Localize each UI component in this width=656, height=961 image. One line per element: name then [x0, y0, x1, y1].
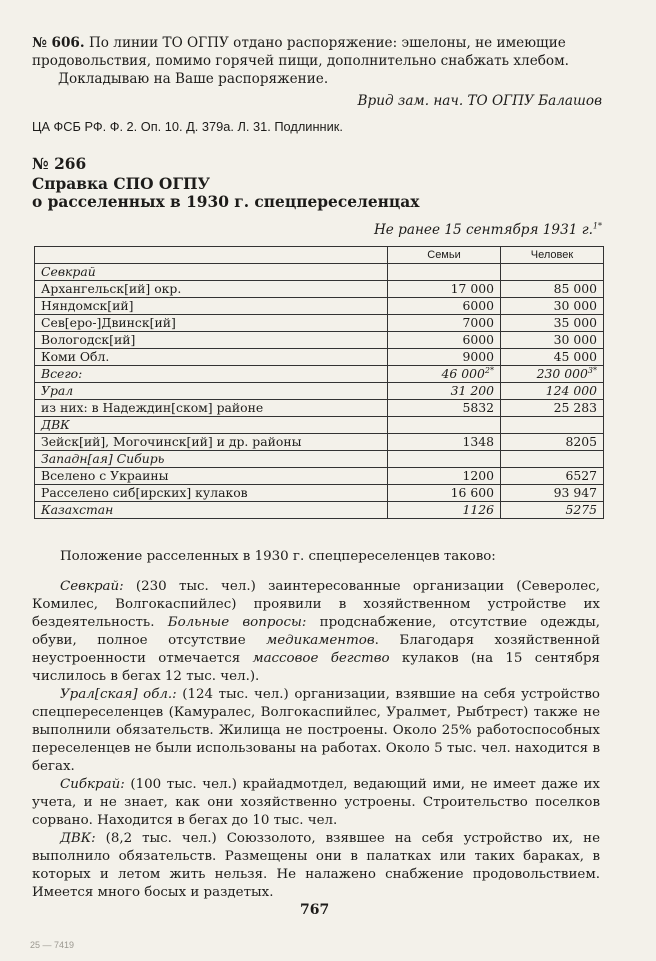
- doc266-date-text: Не ранее 15 сентября 1931 г.: [373, 222, 593, 238]
- families-value: 31 200: [450, 383, 494, 398]
- table-cell-people: [501, 485, 604, 502]
- table-cell-label: Урал: [35, 383, 388, 400]
- table-row: [35, 315, 604, 332]
- table-cell-families: [388, 298, 501, 315]
- people-footnote: 3*: [587, 365, 597, 375]
- doc606-text: [32, 34, 602, 88]
- people-value: 6527: [565, 468, 597, 483]
- table-cell-families: [388, 434, 501, 451]
- table-cell-people: [501, 383, 604, 400]
- table-cell-label: Всего:: [35, 366, 388, 383]
- table-row: [35, 383, 604, 400]
- doc606-source: ЦА ФСБ РФ. Ф. 2. Оп. 10. Д. 379а. Л. 31. Подлинник.: [32, 119, 343, 134]
- people-value: 45 000: [553, 349, 597, 364]
- table-cell-people: [501, 349, 604, 366]
- table-cell-people: [501, 315, 604, 332]
- table-row: [35, 332, 604, 349]
- families-value: 9000: [462, 349, 494, 364]
- table-cell-people: [501, 332, 604, 349]
- table-row: [35, 468, 604, 485]
- people-value: 230 000: [536, 366, 588, 381]
- body-intro: Положение расселенных в 1930 г. спецпереселенцев таково:: [60, 549, 496, 564]
- table-cell-people: [501, 298, 604, 315]
- table-cell-families: [388, 366, 501, 383]
- table-cell-label: ДВК: [35, 417, 388, 434]
- paragraph-ural-lead: Урал[ская] обл.:: [60, 687, 177, 702]
- paragraph-dvk-text: (8,2 тыс. чел.) Союззолото, взявшее на себя устройство их, не выполнило обязательств. Размещены они в палатках или таких бараках, в которых и летом жить нельзя. Не налажено снабжение продовольствием. Имеется много босых и раздетых.: [32, 831, 600, 900]
- paragraph-sevkrai-text-b: Больные вопросы:: [167, 615, 307, 630]
- table-header-cell: Человек: [501, 247, 604, 264]
- table-cell-label: Расселено сиб[ирских] кулаков: [35, 485, 388, 502]
- people-value: 5275: [565, 502, 597, 517]
- table-cell-families: [388, 315, 501, 332]
- people-value: 85 000: [553, 281, 597, 296]
- table-cell-label: Сев[еро-]Двинск[ий]: [35, 315, 388, 332]
- table-cell-families: [388, 400, 501, 417]
- doc266-title-line2: о расселенных в 1930 г. спецпереселенцах: [32, 193, 420, 211]
- table-row: [35, 485, 604, 502]
- table-cell-families: [388, 349, 501, 366]
- paragraph-sevkrai-text-f: массовое бегство: [252, 651, 390, 666]
- table-cell-people: [501, 434, 604, 451]
- doc606-number: № 606.: [32, 35, 85, 51]
- table-row: [35, 298, 604, 315]
- table-header-cell: [35, 247, 388, 264]
- table-cell-label: Коми Обл.: [35, 349, 388, 366]
- doc266-date: [340, 222, 602, 238]
- families-value: 16 600: [450, 485, 494, 500]
- table-row: [35, 400, 604, 417]
- doc606-signature: Врид зам. нач. ТО ОГПУ Балашов: [357, 93, 602, 109]
- table-row: [35, 451, 604, 468]
- table-cell-label: Вологодск[ий]: [35, 332, 388, 349]
- paragraph-sevkrai-text-c: продснабжение, отсутствие одежды, обуви, полное отсутствие: [32, 615, 601, 648]
- table-cell-families: [388, 264, 501, 281]
- table-cell-people: [501, 400, 604, 417]
- paragraph-dvk-lead: ДВК:: [60, 831, 96, 846]
- families-value: 46 000: [441, 366, 485, 381]
- table-cell-families: [388, 485, 501, 502]
- people-value: 30 000: [553, 298, 597, 313]
- people-value: 124 000: [545, 383, 597, 398]
- families-value: 6000: [462, 298, 494, 313]
- table-row: [35, 264, 604, 281]
- table-row: [35, 366, 604, 383]
- doc266-title-line1: Справка СПО ОГПУ: [32, 175, 210, 193]
- doc266-number: № 266: [32, 155, 87, 173]
- doc606-line1: По линии ТО ОГПУ отдано распоряжение: эшелоны, не имеющие: [84, 35, 566, 51]
- paragraph-sevkrai-text-a: (230 тыс. чел.) заинтересованные организации (Северолес, Комилес, Волгокаспийлес) проявили в хозяйственном устройстве их бездеятельность.: [32, 579, 600, 630]
- table-cell-people: [501, 468, 604, 485]
- table-cell-people: [501, 264, 604, 281]
- table-cell-families: [388, 281, 501, 298]
- paragraph-sevkrai-text-g: кулаков (на 15 сентября числилось в бегах 12 тыс. чел.).: [32, 651, 600, 684]
- table-cell-label: Западн[ая] Сибирь: [35, 451, 388, 468]
- families-value: 1200: [462, 468, 494, 483]
- families-footnote: 2*: [484, 365, 494, 375]
- table-cell-label: Архангельск[ий] окр.: [35, 281, 388, 298]
- table-cell-people: [501, 451, 604, 468]
- table-cell-label: Казахстан: [35, 502, 388, 519]
- table-header-row: [35, 247, 604, 264]
- table-row: [35, 502, 604, 519]
- families-value: 5832: [462, 400, 494, 415]
- paragraph-sibkrai-text: (100 тыс. чел.) крайадмотдел, ведающий ими, не имеет даже их учета, и не знает, как они хозяйственно устроены. Строительство поселков сорвано. Находится в бегах до 10 тыс. чел.: [32, 777, 600, 828]
- families-value: 17 000: [450, 281, 494, 296]
- table-cell-people: [501, 417, 604, 434]
- people-value: 8205: [565, 434, 597, 449]
- paragraph-sibkrai: [32, 776, 600, 830]
- table-row: [35, 417, 604, 434]
- table-row: [35, 349, 604, 366]
- table-cell-families: [388, 502, 501, 519]
- table-cell-families: [388, 451, 501, 468]
- table-cell-families: [388, 383, 501, 400]
- table-header-cell: Семьи: [388, 247, 501, 264]
- families-value: 1348: [462, 434, 494, 449]
- settlers-table: [34, 246, 604, 519]
- people-value: 25 283: [553, 400, 597, 415]
- table-cell-people: [501, 281, 604, 298]
- doc606-report: Докладываю на Ваше распоряжение.: [58, 71, 329, 87]
- table-cell-label: из них: в Надеждин[ском] районе: [35, 400, 388, 417]
- table-cell-label: Няндомск[ий]: [35, 298, 388, 315]
- table-cell-label: Севкрай: [35, 264, 388, 281]
- paragraph-sibkrai-lead: Сибкрай:: [60, 777, 125, 792]
- paragraph-sevkrai-text-d: медикаментов: [266, 633, 375, 648]
- paragraph-sevkrai-lead: Севкрай:: [60, 579, 124, 594]
- people-value: 35 000: [553, 315, 597, 330]
- table-cell-label: Зейск[ий], Могочинск[ий] и др. районы: [35, 434, 388, 451]
- people-value: 93 947: [553, 485, 597, 500]
- paragraph-dvk: [32, 830, 600, 902]
- paragraph-sevkrai: [32, 578, 600, 686]
- table-cell-families: [388, 332, 501, 349]
- table-row: [35, 434, 604, 451]
- doc606-line2: продовольствия, помимо горячей пищи, дополнительно снабжать хлебом.: [32, 53, 569, 69]
- table-cell-label: Вселено с Украины: [35, 468, 388, 485]
- table-cell-people: [501, 366, 604, 383]
- people-value: 30 000: [553, 332, 597, 347]
- page-number: 767: [300, 902, 330, 918]
- paragraph-sevkrai-text-e: . Благодаря хозяйственной неустроенности отмечается: [32, 633, 600, 666]
- table-cell-families: [388, 417, 501, 434]
- table-row: [35, 281, 604, 298]
- families-value: 7000: [462, 315, 494, 330]
- printer-imprint: 25 — 7419: [30, 940, 75, 950]
- families-value: 6000: [462, 332, 494, 347]
- families-value: 1126: [462, 502, 494, 517]
- table-cell-people: [501, 502, 604, 519]
- paragraph-ural-text: (124 тыс. чел.) организации, взявшие на себя устройство спецпереселенцев (Камуралес, Волгокаспийлес, Уралмет, Рыбтрест) также не выполнили обязательств. Жилища не построены. Около 25% работоспособных переселенцев не были использованы на работах. Около 5 тыс. чел. находится в бегах.: [32, 687, 600, 774]
- table-cell-families: [388, 468, 501, 485]
- doc266-date-footnote: 1*: [592, 221, 602, 231]
- paragraph-ural: [32, 686, 600, 776]
